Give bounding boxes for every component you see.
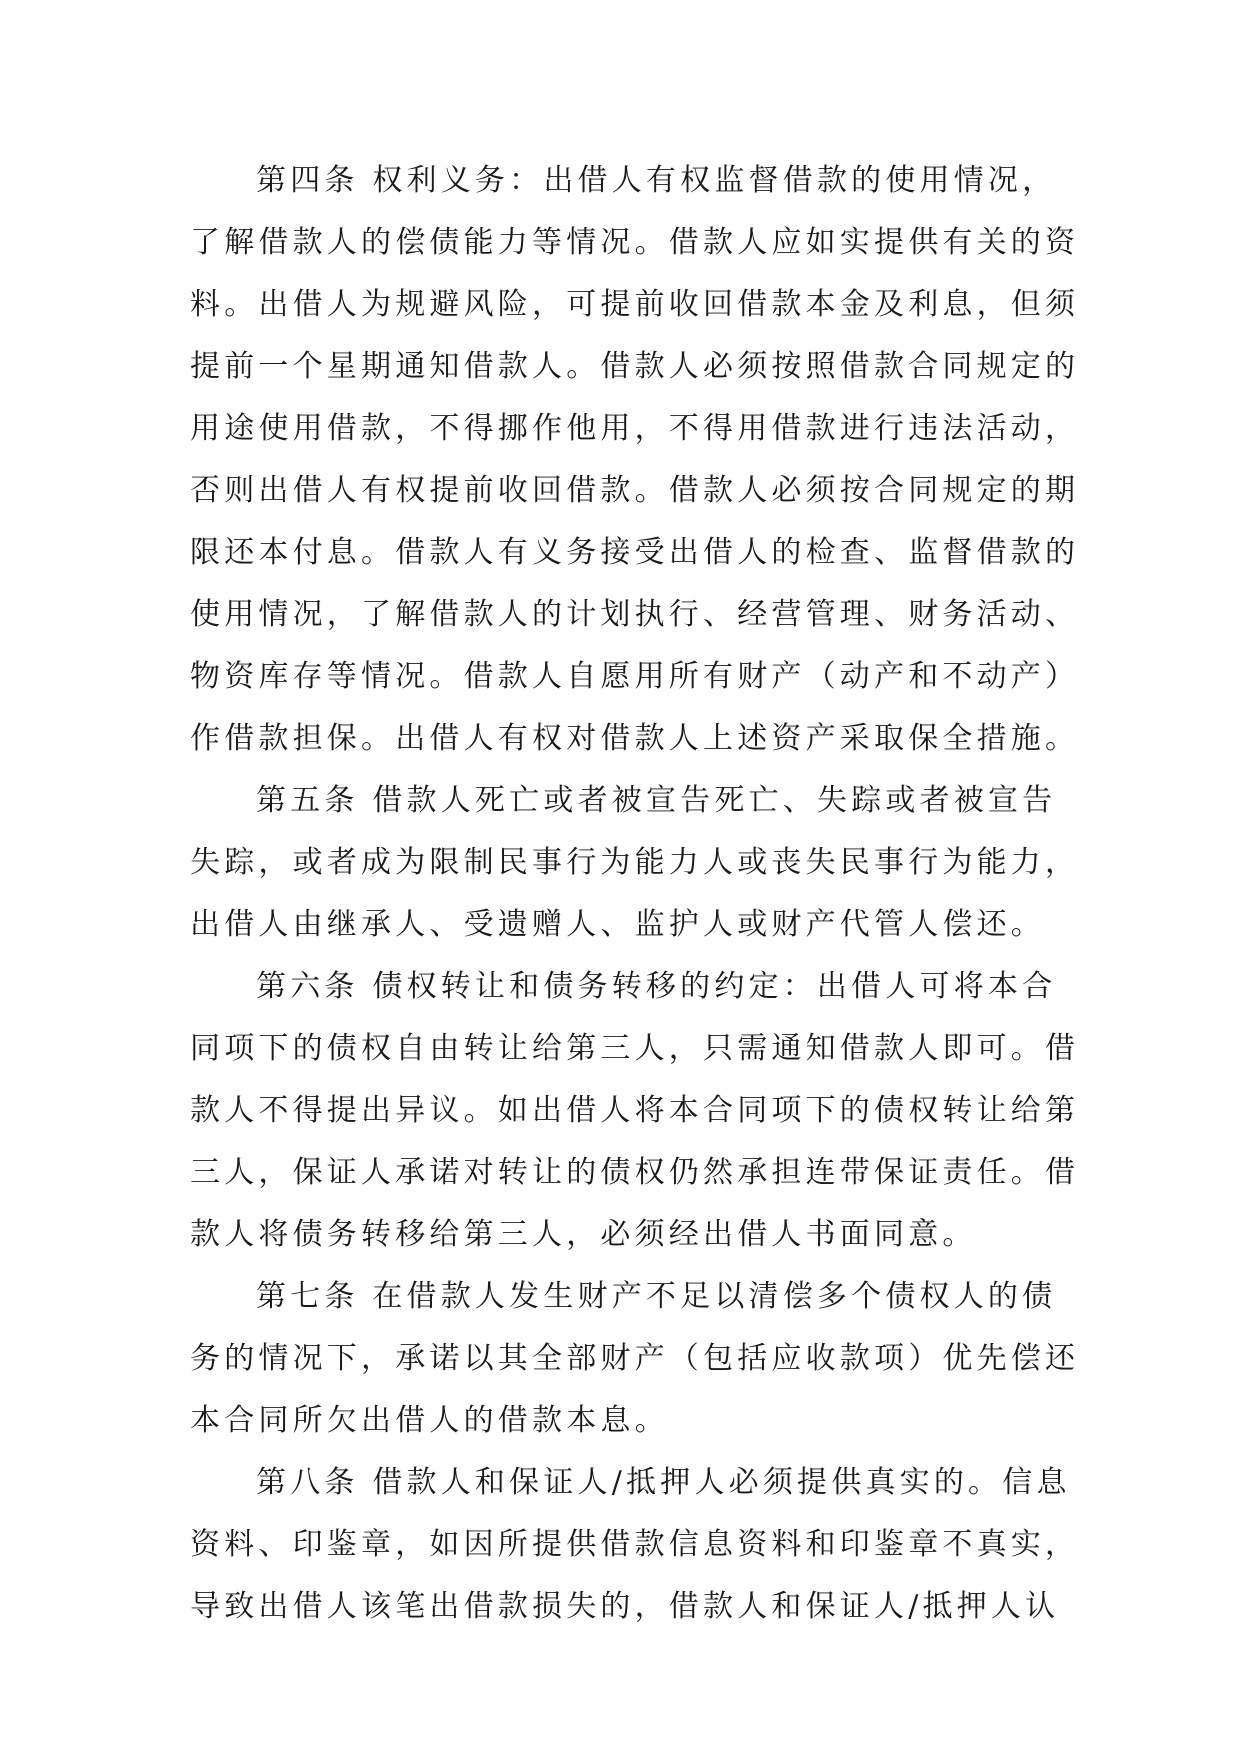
article-7-line-1: 第七条 在借款人发生财产不足以清偿多个债权人的债 — [256, 1279, 1057, 1314]
article-7-line-2: 务的情况下，承诺以其全部财产（包括应收款项）优先偿还 — [190, 1341, 1080, 1376]
article-4-line-10: 作借款担保。出借人有权对借款人上述资产采取保全措施。 — [190, 721, 1080, 756]
article-4-line-4: 提前一个星期通知借款人。借款人必须按照借款合同规定的 — [190, 349, 1080, 384]
article-4-line-7: 限还本付息。借款人有义务接受出借人的检查、监督借款的 — [190, 535, 1080, 570]
article-4-line-1: 第四条 权利义务：出借人有权监督借款的使用情况， — [256, 163, 1057, 198]
article-5-line-1: 第五条 借款人死亡或者被宣告死亡、失踪或者被宣告 — [256, 783, 1057, 818]
article-4-line-6: 否则出借人有权提前收回借款。借款人必须按合同规定的期 — [190, 473, 1080, 508]
article-6-line-4: 三人，保证人承诺对转让的债权仍然承担连带保证责任。借 — [190, 1155, 1080, 1190]
article-4-line-8: 使用情况，了解借款人的计划执行、经营管理、财务活动、 — [190, 597, 1080, 632]
article-4-line-3: 料。出借人为规避风险，可提前收回借款本金及利息，但须 — [190, 287, 1080, 322]
article-4-line-9: 物资库存等情况。借款人自愿用所有财产（动产和不动产） — [190, 659, 1080, 694]
article-6-line-5: 款人将债务转移给第三人，必须经出借人书面同意。 — [190, 1217, 977, 1252]
article-8-line-2: 资料、印鉴章，如因所提供借款信息资料和印鉴章不真实， — [190, 1527, 1080, 1562]
article-5-line-2: 失踪，或者成为限制民事行为能力人或丧失民事行为能力， — [190, 845, 1080, 880]
article-8-line-3: 导致出借人该笔出借款损失的，借款人和保证人/抵押人认 — [190, 1589, 1060, 1624]
article-6-line-1: 第六条 债权转让和债务转移的约定：出借人可将本合 — [256, 969, 1057, 1004]
article-7-line-3: 本合同所欠出借人的借款本息。 — [190, 1403, 669, 1438]
article-6-line-3: 款人不得提出异议。如出借人将本合同项下的债权转让给第 — [190, 1093, 1080, 1128]
article-4-line-2: 了解借款人的偿债能力等情况。借款人应如实提供有关的资 — [190, 225, 1080, 260]
article-6-line-2: 同项下的债权自由转让给第三人，只需通知借款人即可。借 — [190, 1031, 1080, 1066]
article-8-line-1: 第八条 借款人和保证人/抵押人必须提供真实的。信息 — [256, 1465, 1071, 1500]
document-body — [190, 150, 1080, 1638]
article-5-line-3: 出借人由继承人、受遗赠人、监护人或财产代管人偿还。 — [190, 907, 1045, 942]
article-4-line-5: 用途使用借款，不得挪作他用，不得用借款进行违法活动， — [190, 411, 1080, 446]
